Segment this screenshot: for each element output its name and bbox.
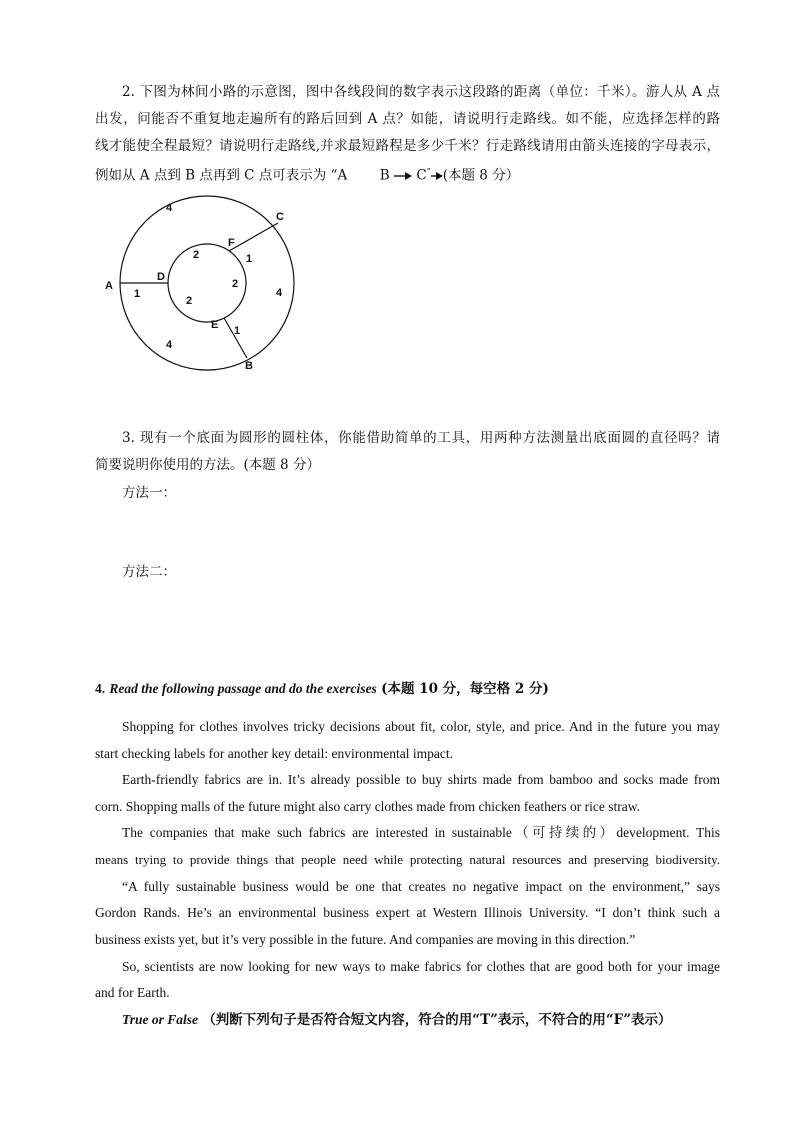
passage-line: corn. Shopping malls of the future might also carry clothes made from chicken feathers or rice straw. xyxy=(95,799,640,814)
q3-line-1: 3. 现有一个底面为圆形的圆柱体，你能借助简单的工具，用两种方法测量出底面圆的直径吗？请 xyxy=(122,430,720,446)
q2-example-prefix: 例如从 A 点到 B 点再到 C 点可表示为 “A xyxy=(95,167,348,184)
passage-line: Gordon Rands. He’s an environmental business expert at Western Illinois University. “I don’t think such a xyxy=(95,905,720,920)
arrow-icon xyxy=(394,171,412,181)
q3-method-2-label: 方法二： xyxy=(122,564,176,580)
q4-heading-english: Read the following passage and do the exercises xyxy=(109,681,377,696)
distance-inner-d-f: 2 xyxy=(193,249,200,261)
q2-line-3: 线才能使全程最短？请说明行走路线,并求最短路程是多少千米？行走路线请用由箭头连接的字母表示， xyxy=(95,138,720,154)
arrow-icon xyxy=(431,171,443,181)
q3-line-2: 简要说明你使用的方法。(本题 8 分） xyxy=(95,457,320,473)
passage-line: business exists yet, but it’s very possible in the future. And companies are moving in this direction.” xyxy=(95,932,636,947)
point-f-label: F xyxy=(228,237,235,249)
q2-example-point-b: B xyxy=(379,167,390,184)
q4-heading xyxy=(95,680,549,698)
spoke-f-c xyxy=(229,223,278,251)
q2-line-1: 2. 下图为林间小路的示意图，图中各线段间的数字表示这段路的距离（单位：千米）。游人从 A 点 xyxy=(122,84,720,100)
distance-outer-bottom: 4 xyxy=(166,339,173,351)
distance-outer-top: 4 xyxy=(166,202,173,214)
point-d-label: D xyxy=(157,271,165,283)
true-false-instruction: （判断下列句子是否符合短文内容，符合的用“T”表示，不符合的用“F”表示） xyxy=(202,1012,672,1028)
q4-number: 4. xyxy=(95,681,106,696)
point-c-label: C xyxy=(276,211,284,223)
distance-spoke-e-b: 1 xyxy=(234,325,241,337)
true-false-label: True or False xyxy=(122,1012,199,1027)
passage-line: “A fully sustainable business would be one that creates no negative impact on the environment,” says xyxy=(122,879,720,894)
passage-line: and for Earth. xyxy=(95,985,170,1000)
q2-example-quote: ” xyxy=(426,167,431,176)
distance-inner-e-d: 2 xyxy=(186,295,193,307)
distance-spoke-a-d: 1 xyxy=(134,288,141,300)
q2-example-point-c: C xyxy=(416,167,427,184)
passage-line: The companies that make such fabrics are interested in sustainable（可持续的）development. This xyxy=(122,825,720,840)
point-b-label: B xyxy=(245,360,253,372)
distance-outer-right: 4 xyxy=(276,287,283,299)
distance-spoke-f-c: 1 xyxy=(246,253,253,265)
q4-heading-chinese: (本题 10 分，每空格 2 分) xyxy=(381,681,549,697)
q2-line-2: 出发，问能否不重复地走遍所有的路后回到 A 点？如能，请说明行走路线。如不能，应选择怎样的路 xyxy=(95,111,720,127)
point-a-label: A xyxy=(105,280,113,292)
q2-example-suffix: (本题 8 分） xyxy=(442,167,520,184)
passage-line: means trying to provide things that people need while protecting natural resources and preserving biodiversity. xyxy=(95,852,720,867)
distance-inner-f-e: 2 xyxy=(232,278,239,290)
passage-line: start checking labels for another key detail: environmental impact. xyxy=(95,746,453,761)
q3-method-1-label: 方法一： xyxy=(122,485,176,501)
true-false-heading xyxy=(122,1011,672,1029)
forest-path-diagram xyxy=(95,188,315,378)
point-e-label: E xyxy=(211,319,219,331)
q2-line-4 xyxy=(95,163,519,185)
passage-line: Shopping for clothes involves tricky decisions about fit, color, style, and price. And in the future you may xyxy=(122,719,720,734)
spoke-e-b xyxy=(224,318,247,358)
passage-line: Earth-friendly fabrics are in. It’s already possible to buy shirts made from bamboo and socks made from xyxy=(122,772,720,787)
passage-line: So, scientists are now looking for new ways to make fabrics for clothes that are good both for your image xyxy=(122,959,720,974)
